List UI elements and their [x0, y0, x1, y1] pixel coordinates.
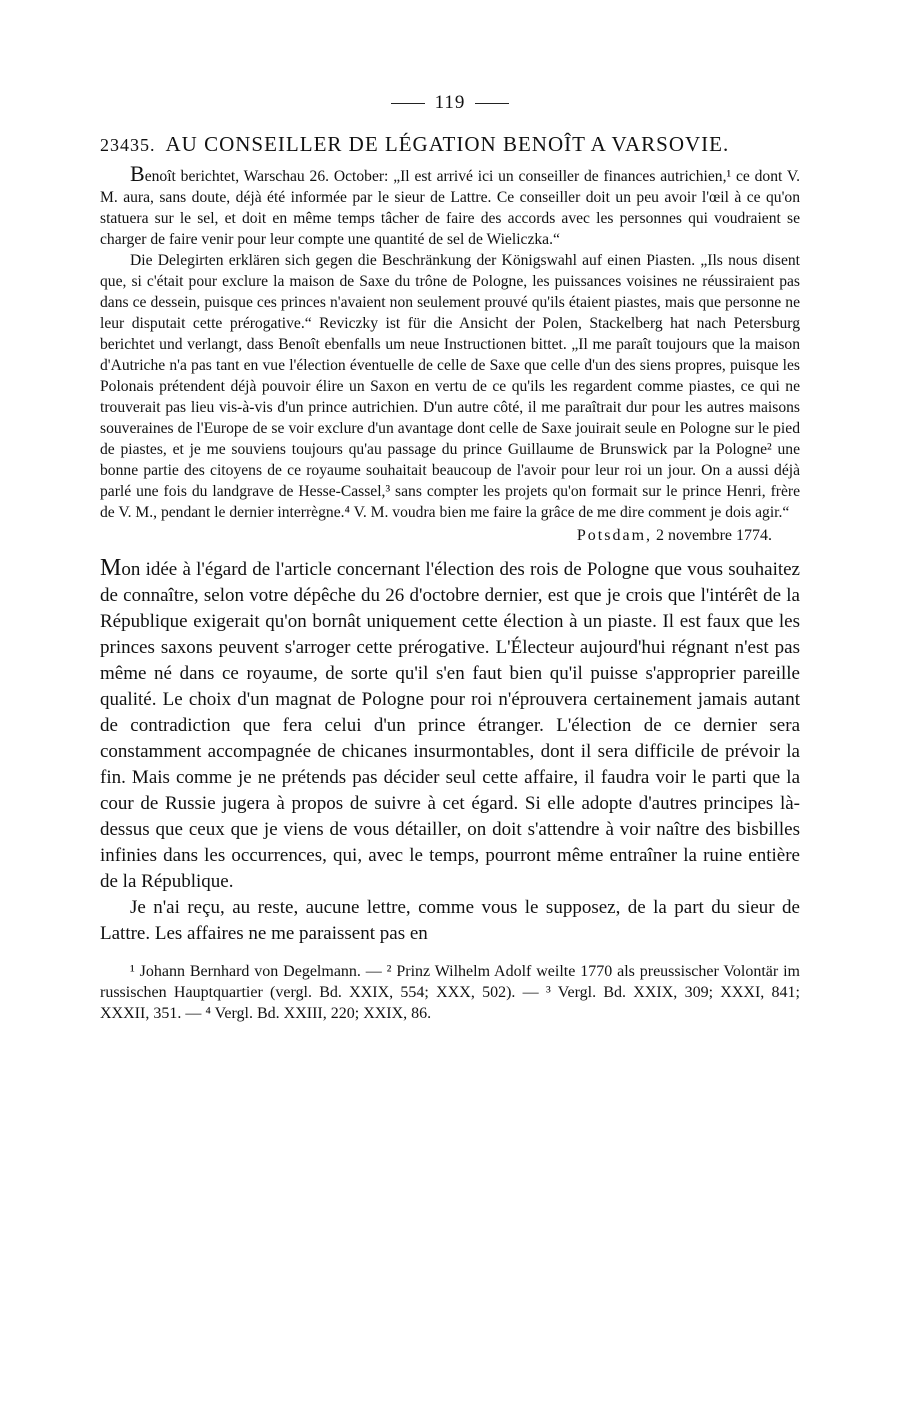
- letter-heading: AU CONSEILLER DE LÉGATION BENOÎT A VARSOVIE.: [165, 132, 730, 156]
- header-dash-right: [475, 103, 509, 104]
- letter-initial: M: [100, 555, 122, 581]
- dateline-place: Potsdam,: [576, 527, 653, 544]
- page-number: 119: [434, 92, 466, 113]
- header-dash-left: [391, 103, 425, 104]
- summary-block: [100, 163, 800, 523]
- footnotes: ¹ Johann Bernhard von Degelmann. — ² Prinz Wilhelm Adolf weilte 1770 als preussischer Volontär im russischen Hauptquartier (vergl. Bd. XXIX, 554; XXX, 502). — ³ Vergl. Bd. XXIX, 309; XXXI, 841; XXXII, 351. — ⁴ Vergl. Bd. XXIII, 220; XXIX, 86.: [100, 963, 800, 1022]
- summary-paragraph-1: enoît berichtet, Warschau 26. October: „Il est arrivé ici un conseiller de finances autrichien,¹ ce dont V. M. aura, sans doute, déjà été informée par le sieur de Lattre. Ce conseiller doit un peu avoir l'œil à ce qu'on statuera sur le sel, et doit en même temps tâcher de faire des accords avec les personnes qui voudraient se charger de faire venir pour leur compte une quantité de sel de Wieliczka.“: [100, 168, 800, 248]
- summary-paragraph: [100, 163, 800, 250]
- letter-paragraph-1: on idée à l'égard de l'article concernant l'élection des rois de Pologne que vous souhaitez de connaître, selon votre dépêche du 26 d'octobre dernier, est que je crois que l'intérêt de la République exigerait qu'on bornât uniquement cette élection à un piaste. Il est faux que les princes saxons peuvent s'arroger cette prérogative. L'Électeur aujourd'hui régnant n'est pas même né dans ce royaume, de sorte qu'il s'en faut bien qu'il puisse s'approprier pareille qualité. Le choix d'un magnat de Pologne pour roi n'éprouvera certainement jamais autant de contradiction que fera celui d'un prince étranger. L'élection de ce dernier sera constamment accompagnée de chicanes insurmontables, dont il sera difficile de prévoir la fin. Mais comme je ne prétends pas décider seul cette affaire, il faudra voir le parti que la cour de Russie jugera à propos de suivre à cet égard. Si elle adopte d'autres principes là-dessus que ceux que je viens de vous détailler, on doit s'attendre à voir naître des bisbilles infinies dans les occurrences, qui, avec le temps, pourront même entraîner la ruine entière de la République.: [100, 559, 800, 892]
- dateline-date: 2 novembre 1774.: [656, 527, 772, 544]
- letter-number: 23435.: [100, 135, 156, 155]
- letter-title: [100, 132, 800, 157]
- dateline: [100, 527, 800, 545]
- document-page: [100, 88, 800, 1024]
- page-header: [100, 88, 800, 118]
- letter-paragraph-2: Je n'ai reçu, au reste, aucune lettre, comme vous le supposez, de la part du sieur de Lattre. Les affaires ne me paraissent pas en: [100, 897, 800, 944]
- summary-initial: B: [130, 161, 145, 186]
- summary-paragraph-2: Die Delegirten erklären sich gegen die Beschränkung der Königswahl auf einen Piasten. „Ils nous disent que, si c'était pour exclure la maison de Saxe du trône de Pologne, les puissances voisines ne réussiraient pas dans ce dessein, puisque ces princes n'avaient non seulement prouvé qu'ils étaient piastes, mais que personne ne leur disputait cette prérogative.“ Reviczky ist für die Ansicht der Polen, Stackelberg hat nach Petersburg berichtet und verlangt, dass Benoît ebenfalls um neue Instructionen bittet. „Il me paraît toujours que la maison d'Autriche n'a pas tant en vue l'élection éventuelle de celle de Saxe que celle d'un des siens propres, puisque les Polonais prétendent déjà pouvoir élire un Saxon en vertu de ce qu'ils les regardent comme piastes, ce qui ne trouverait pas lieu vis-à-vis d'un prince autrichien. D'un autre côté, il me paraîtrait dur pour les autres maisons souveraines de l'Europe de se voir exclure d'un avantage dont celle de Saxe jouirait seule en Pologne sur le pied de piastes, et je me souviens toujours qu'au passage du prince Guillaume de Brunswick par la Pologne² une bonne partie des citoyens de ce royaume souhaitait beaucoup de l'avoir pour leur roi un jour. On a aussi déjà parlé une fois du landgrave de Hesse-Cassel,³ sans compter les projets qu'on formait sur le prince Henri, frère de V. M., pendant le dernier interrègne.⁴ V. M. voudra bien me faire la grâce de me dire comment je dois agir.“: [100, 252, 800, 521]
- letter-body: [100, 555, 800, 947]
- letter-paragraph: [100, 555, 800, 895]
